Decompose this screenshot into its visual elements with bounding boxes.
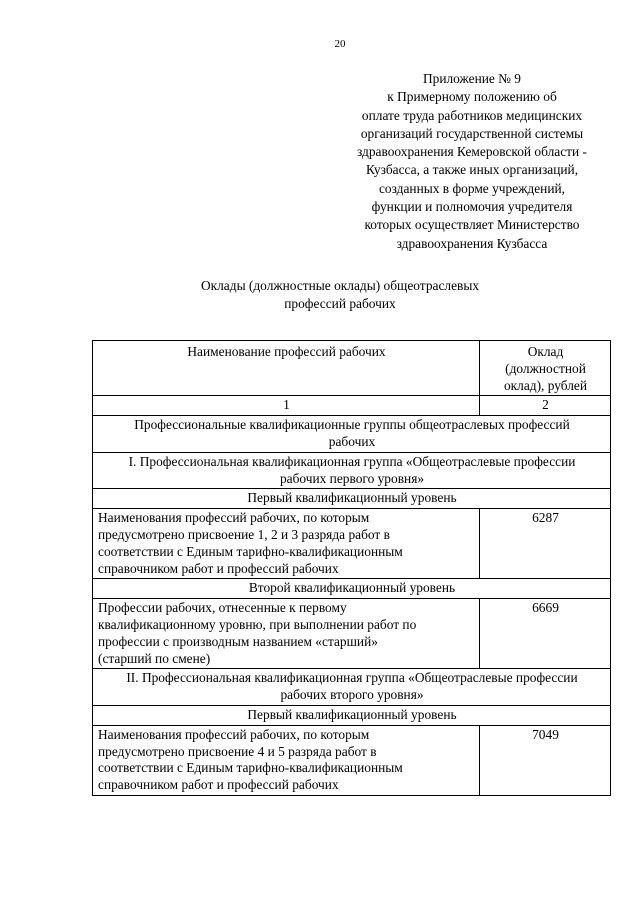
group1-level1-title-row: [93, 489, 611, 509]
description-line: справочником работ и профессий рабочих: [98, 560, 339, 576]
description-line: Наименования профессий рабочих, по которым: [98, 510, 370, 526]
table-row: [93, 725, 611, 795]
group2-level1-title: Первый квалификационный уровень: [93, 705, 611, 725]
column-number-1: 1: [93, 396, 480, 416]
appendix-line: которых осуществляет Министерство: [364, 217, 580, 233]
description-line: предусмотрено присвоение 4 и 5 разряда работ в: [98, 743, 377, 759]
document-title: [0, 277, 640, 314]
group2-level1-description: [93, 725, 480, 795]
page-number: 20: [334, 38, 346, 50]
appendix-line: созданных в форме учреждений,: [378, 180, 566, 196]
header-salary-line: (должностной: [505, 360, 586, 376]
group1-level1-salary: 6287: [480, 509, 611, 579]
group1-level2-salary: 6669: [480, 599, 611, 669]
description-line: соответствии с Единым тарифно-квалификационным: [98, 543, 403, 559]
column-number-row: [93, 396, 611, 416]
appendix-line: здравоохранения Кузбасса: [396, 235, 548, 251]
group1-level1-description: [93, 509, 480, 579]
appendix-line: оплате труда работников медицинских: [361, 107, 583, 123]
group2-title-row: [93, 669, 611, 706]
table-row: [93, 509, 611, 579]
description-line: (старший по смене): [98, 650, 211, 666]
group2-level1-title-row: [93, 705, 611, 725]
groups-title-row: [93, 416, 611, 453]
groups-title-cell: [93, 416, 611, 453]
group1-title-cell: [93, 452, 611, 489]
description-line: предусмотрено присвоение 1, 2 и 3 разряда работ в: [98, 526, 390, 542]
groups-title-line: Профессиональные квалификационные группы общеотраслевых профессий: [134, 417, 570, 433]
header-salary-line: Оклад: [527, 344, 564, 359]
description-line: профессии с производным названием «старший»: [98, 633, 378, 649]
header-salary-line: оклад), рублей: [503, 377, 588, 393]
description-line: соответствии с Единым тарифно-квалификационным: [98, 760, 403, 776]
group2-level1-salary: 7049: [480, 725, 611, 795]
appendix-header: [330, 70, 614, 253]
appendix-line: к Примерному положению об: [387, 89, 557, 105]
group1-title-line: рабочих первого уровня»: [279, 470, 425, 486]
table-row: [93, 599, 611, 669]
group2-title-line: рабочих второго уровня»: [280, 687, 424, 703]
appendix-line: функции и полномочия учредителя: [371, 199, 573, 215]
column-number-2: 2: [480, 396, 611, 416]
title-line: профессий рабочих: [284, 296, 396, 312]
header-name-cell: [93, 341, 480, 396]
appendix-line: организаций государственной системы: [360, 125, 584, 141]
header-name-text: Наименование профессий рабочих: [187, 344, 386, 359]
table-header-row: [93, 341, 611, 396]
salary-table: [92, 340, 611, 796]
appendix-line: Кузбасса, а также иных организаций,: [365, 162, 579, 178]
group1-level1-title: Первый квалификационный уровень: [93, 489, 611, 509]
group1-level2-title: Второй квалификационный уровень: [93, 579, 611, 599]
group1-title-row: [93, 452, 611, 489]
title-line: Оклады (должностные оклады) общеотраслевых: [200, 278, 480, 293]
appendix-line: здравоохранения Кемеровской области -: [356, 144, 588, 160]
header-salary-cell: [480, 341, 611, 396]
group1-title-line: I. Профессиональная квалификационная группа «Общеотраслевые профессии: [128, 453, 576, 469]
group2-title-line: II. Профессиональная квалификационная группа «Общеотраслевые профессии: [126, 670, 578, 686]
description-line: квалификационному уровню, при выполнении работ по: [98, 616, 417, 632]
group1-level2-title-row: [93, 579, 611, 599]
groups-title-line: рабочих: [328, 433, 376, 449]
description-line: Наименования профессий рабочих, по которым: [98, 726, 370, 742]
group1-level2-description: [93, 599, 480, 669]
description-line: справочником работ и профессий рабочих: [98, 777, 339, 793]
description-line: Профессии рабочих, отнесенные к первому: [98, 600, 347, 616]
appendix-line: Приложение № 9: [422, 71, 522, 86]
group2-title-cell: [93, 669, 611, 706]
